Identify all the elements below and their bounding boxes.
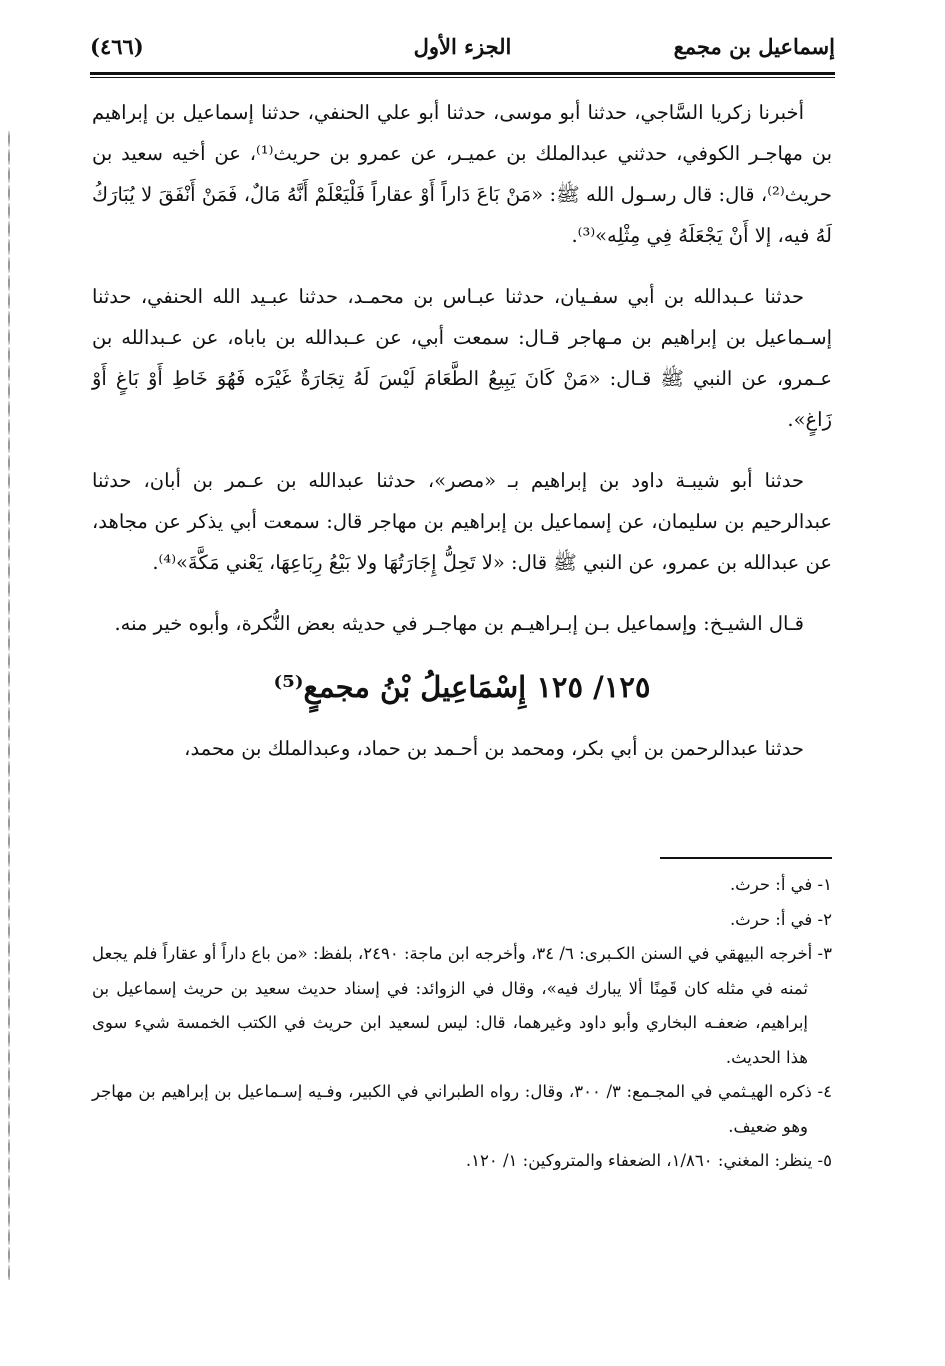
paragraph: أخبرنا زكريا السَّاجي، حدثنا أبو موسى، حدثنا أبو علي الحنفي، حدثنا إسماعيل بن إبراهيم بن مهاجـر الكوفي، حدثني عبدالملك بن عميـر، عن عمرو بن حريث⁽¹⁾، عن أخيه سعيد بن حريث⁽²⁾، قال: قال رسـول الله ﷺ: «مَنْ بَاعَ دَاراً أَوْ عقاراً فَلْيَعْلَمْ أَنَّهُ مَالٌ، فَمَنْ أَنْفَقَ لا يُبَارَكُ لَهُ فيه، إلا أَنْ يَجْعَلَهُ فِي مِثْلِه»⁽³⁾. [92,101,832,247]
volume-label: الجزء الأول [413,34,512,59]
header-rule-thin [90,77,835,78]
header-rule [90,72,835,75]
paragraph: حدثنا عبدالرحمن بن أبي بكر، ومحمد بن أحـمد بن حماد، وعبدالملك بن محمد، [184,737,804,760]
paragraph: قـال الشيـخ: وإسماعيل بـن إبـراهيـم بن مهاجـر في حديثه بعض النُّكرة، وأبوه خير منه. [114,612,804,635]
footnote-rule [660,857,832,859]
footnote: ٣- أخرجه البيهقي في السنن الكـبرى: ٦/ ٣٤، وأخرجه ابن ماجة: ٢٤٩٠، بلفظ: «من باع داراً أو عقاراً فلم يجعل ثمنه في مثله كان قَمِنًا ألا يبارك فيه»، وقال في الزوائد: في إسناد حديث سعيد بن حريث إسماعيل بن إبراهيم، ضعفـه البخاري وأبو داود وغيرهما، قال: ليس لسعيد ابن حريث في الكتب الخمسة شيء سوى هذا الحديث. [92,944,833,1067]
running-title: إسماعيل بن مجمع [673,34,835,59]
paragraph: حدثنا أبو شيبـة داود بن إبراهيم بـ «مصر»، حدثنا عبدالله بن عـمر بن أبان، حدثنا عبدالرحيم بن سليمان، عن إسماعيل بن إبراهيم بن مهاجر قال: سمعت أبي يذكر عن مجاهد، عن عبدالله بن عمرو، عن النبي ﷺ قال: «لا تَحِلُّ إِجَارَتُهَا ولا بَيْعُ رِبَاعِهَا، يَعْني مَكَّةَ»⁽⁴⁾. [92,469,832,574]
page-number: (٤٦٦) [90,34,144,59]
footnote: ٢- في أ: حرث. [729,909,832,929]
paragraph: حدثنا عـبدالله بن أبي سفـيان، حدثنا عبـاس بن محمـد، حدثنا عبـيد الله الحنفي، حدثنا إسـماعيل بن إبراهيم بن مـهاجر قـال: سمعت أبي، عن عـبدالله بن باباه، عن عـبدالله بن عـمرو، عن النبي ﷺ قـال: «مَنْ كَانَ يَبِيعُ الطَّعَامَ لَيْسَ لَهُ تِجَارَةٌ غَيْرَه فَهُوَ خَاطِ أَوْ بَاغٍ أَوْ زَاغٍ». [92,285,832,431]
footnotes [92,868,832,1179]
entry-title: ١٢٥/ ١٢٥ إِسْمَاعِيلُ بْنُ مجمعٍ⁽⁵⁾ [273,670,651,704]
page-header [90,30,835,78]
footnote: ١- في أ: حرث. [729,875,832,894]
footnote: ٤- ذكره الهيـثمي في المجـمع: ٣/ ٣٠٠، وقال: رواه الطبراني في الكبير، وفـيه إسـماعيل بن إبراهيم بن مهاجر وهو ضعيف. [92,1082,833,1136]
main-text [92,92,832,789]
footnote: ٥- ينظر: المغني: ١/٨٦٠، الضعفاء والمتروكين: ١/ ١٢٠. [465,1151,832,1170]
scan-edge-marks [8,130,10,1280]
